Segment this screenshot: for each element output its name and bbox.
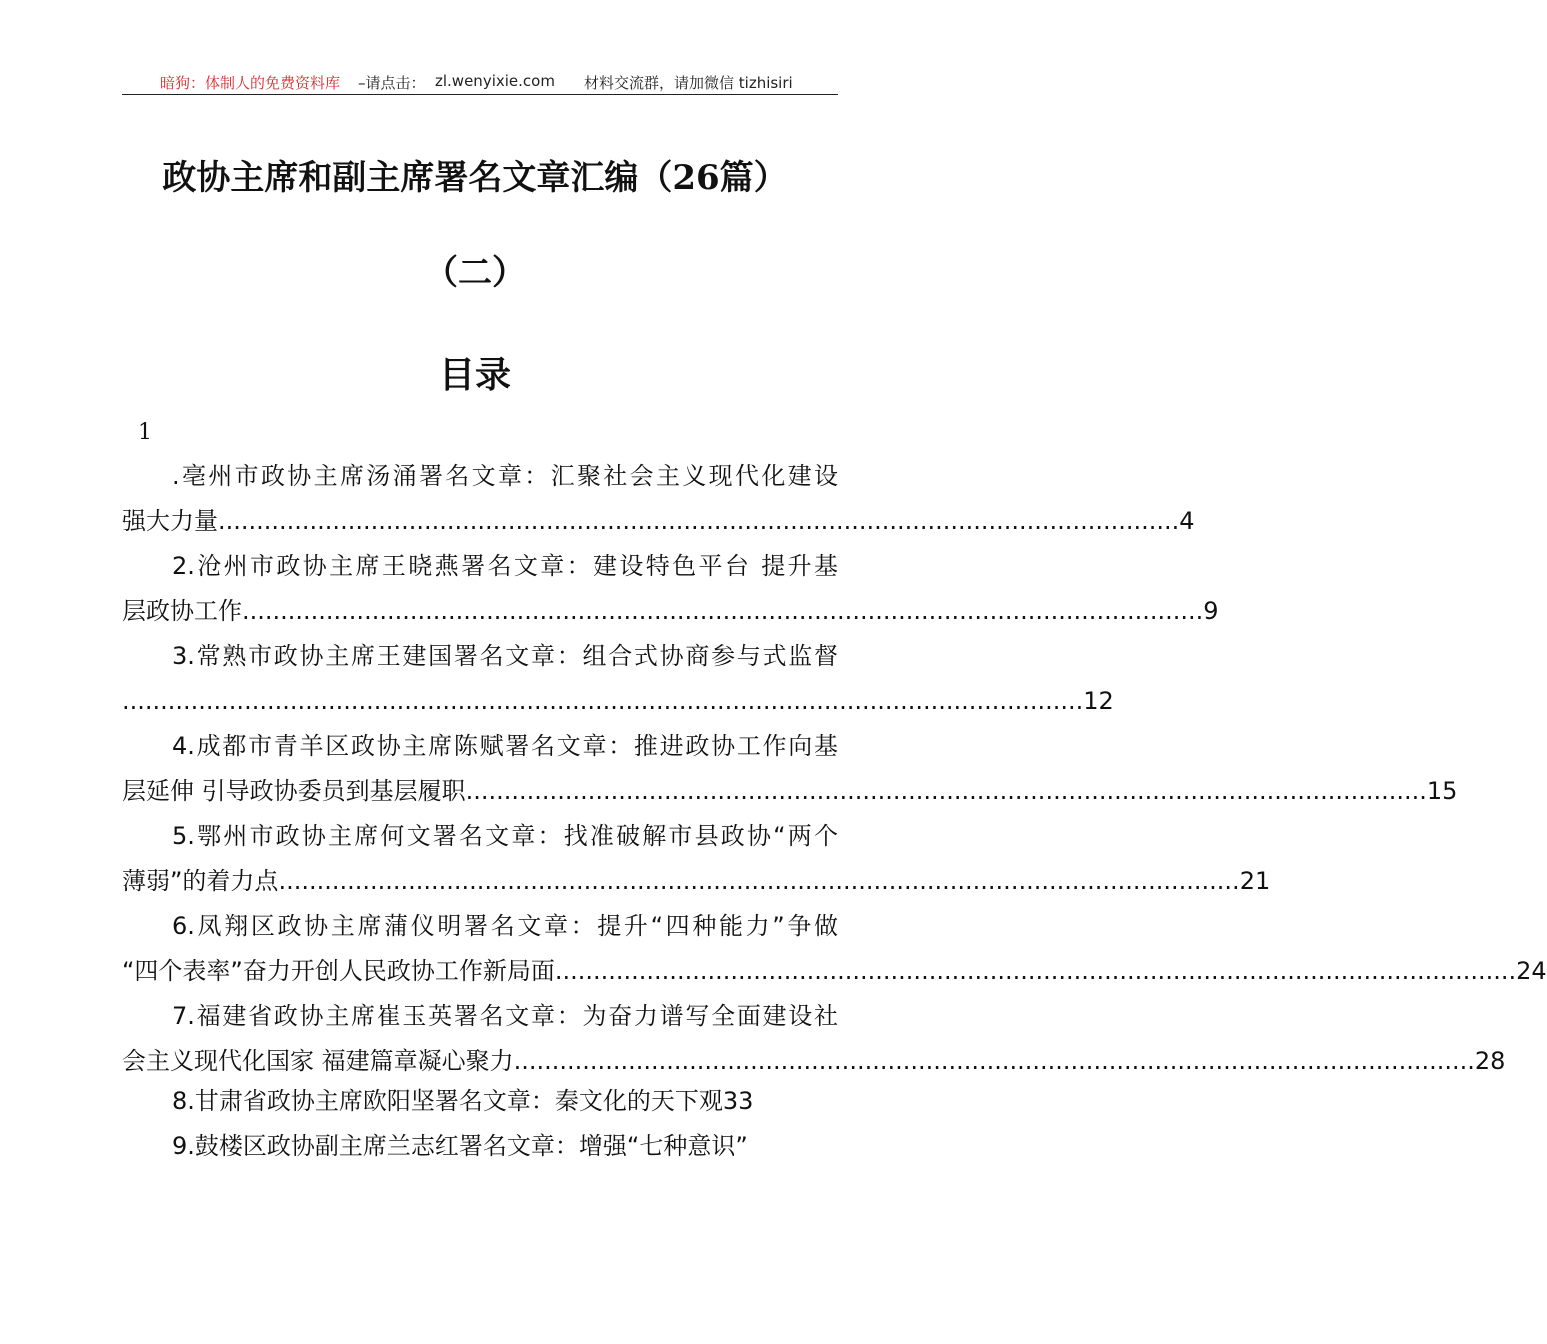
toc-entry-7-text: 会主义现代化国家 福建篇章凝心聚力 xyxy=(122,1047,514,1075)
toc-leader-dots: .............................................................................................................................. xyxy=(513,1047,1475,1075)
toc-leader-dots: .............................................................................................................................. xyxy=(554,957,1517,985)
header-url-link[interactable]: zl.wenyixie.com xyxy=(435,72,555,90)
toc-leader-dots: .............................................................................................................................. xyxy=(278,867,1240,895)
toc-entry-4-page: 15 xyxy=(1426,777,1458,805)
toc-entry-1-line-2[interactable] xyxy=(122,503,1195,539)
toc-entry-7-line-1[interactable]: 7.福建省政协主席崔玉英署名文章：为奋力谱写全面建设社 xyxy=(172,1002,838,1030)
toc-entry-3-line-2[interactable] xyxy=(122,683,1114,719)
toc-entry-7-page: 28 xyxy=(1474,1047,1506,1075)
toc-entry-3-line-1[interactable]: 3.常熟市政协主席王建国署名文章：组合式协商参与式监督 xyxy=(172,642,838,670)
toc-heading: 目录 xyxy=(438,354,511,396)
toc-entry-2-text: 层政协工作 xyxy=(122,597,242,625)
toc-entry-3-page: 12 xyxy=(1083,687,1114,715)
toc-entry-6-line-1[interactable]: 6.凤翔区政协主席蒲仪明署名文章：提升“四种能力”争做 xyxy=(172,912,838,940)
toc-entry-1-text: 强大力量 xyxy=(122,507,218,535)
toc-entry-5-text: 薄弱”的着力点 xyxy=(122,867,279,895)
toc-entry-6-line-2[interactable] xyxy=(122,953,1547,989)
toc-entry-9-line-1[interactable]: 9.鼓楼区政协副主席兰志红署名文章：增强“七种意识” xyxy=(172,1132,748,1160)
toc-entry-2-page: 9 xyxy=(1203,597,1219,625)
toc-leader-dots: .............................................................................................................................. xyxy=(122,687,1084,715)
toc-entry-5-line-1[interactable]: 5.鄂州市政协主席何文署名文章：找准破解市县政协“两个 xyxy=(172,822,838,850)
page-header xyxy=(122,70,838,95)
toc-entry-2-line-1[interactable]: 2.沧州市政协主席王晓燕署名文章：建设特色平台 提升基 xyxy=(172,552,838,580)
toc-entry-4-text: 层延伸 引导政协委员到基层履职 xyxy=(122,777,466,805)
toc-entry-8-line-1[interactable]: 8.甘肃省政协主席欧阳坚署名文章：秦文化的天下观33 xyxy=(172,1087,754,1115)
header-site-name: 暗狗：体制人的免费资料库 xyxy=(160,74,341,92)
toc-leader-dots: .............................................................................................................................. xyxy=(465,777,1427,805)
document-title: 政协主席和副主席署名文章汇编（26篇） xyxy=(162,158,788,198)
toc-entry-6-page: 24 xyxy=(1516,957,1547,985)
toc-entry-1-line-1[interactable]: .亳州市政协主席汤涌署名文章：汇聚社会主义现代化建设 xyxy=(172,462,838,490)
toc-entry-1-page: 4 xyxy=(1179,507,1195,535)
header-wechat-note: 材料交流群，请加微信 tizhisiri xyxy=(584,74,793,92)
toc-entry-5-line-2[interactable] xyxy=(122,863,1271,899)
toc-leader-dots: .............................................................................................................................. xyxy=(218,507,1180,535)
toc-first-number: 1 xyxy=(138,420,152,445)
toc-leader-dots: .............................................................................................................................. xyxy=(242,597,1204,625)
document-subtitle: （二） xyxy=(424,253,526,293)
header-click-prompt: –请点击： xyxy=(358,74,426,92)
toc-entry-4-line-1[interactable]: 4.成都市青羊区政协主席陈赋署名文章：推进政协工作向基 xyxy=(172,732,838,760)
toc-entry-4-line-2[interactable] xyxy=(122,773,1458,809)
toc-entry-2-line-2[interactable] xyxy=(122,593,1219,629)
toc-entry-6-text: “四个表率”奋力开创人民政协工作新局面 xyxy=(122,957,555,985)
toc-entry-5-page: 21 xyxy=(1239,867,1271,895)
toc-entry-7-line-2[interactable] xyxy=(122,1043,1506,1079)
